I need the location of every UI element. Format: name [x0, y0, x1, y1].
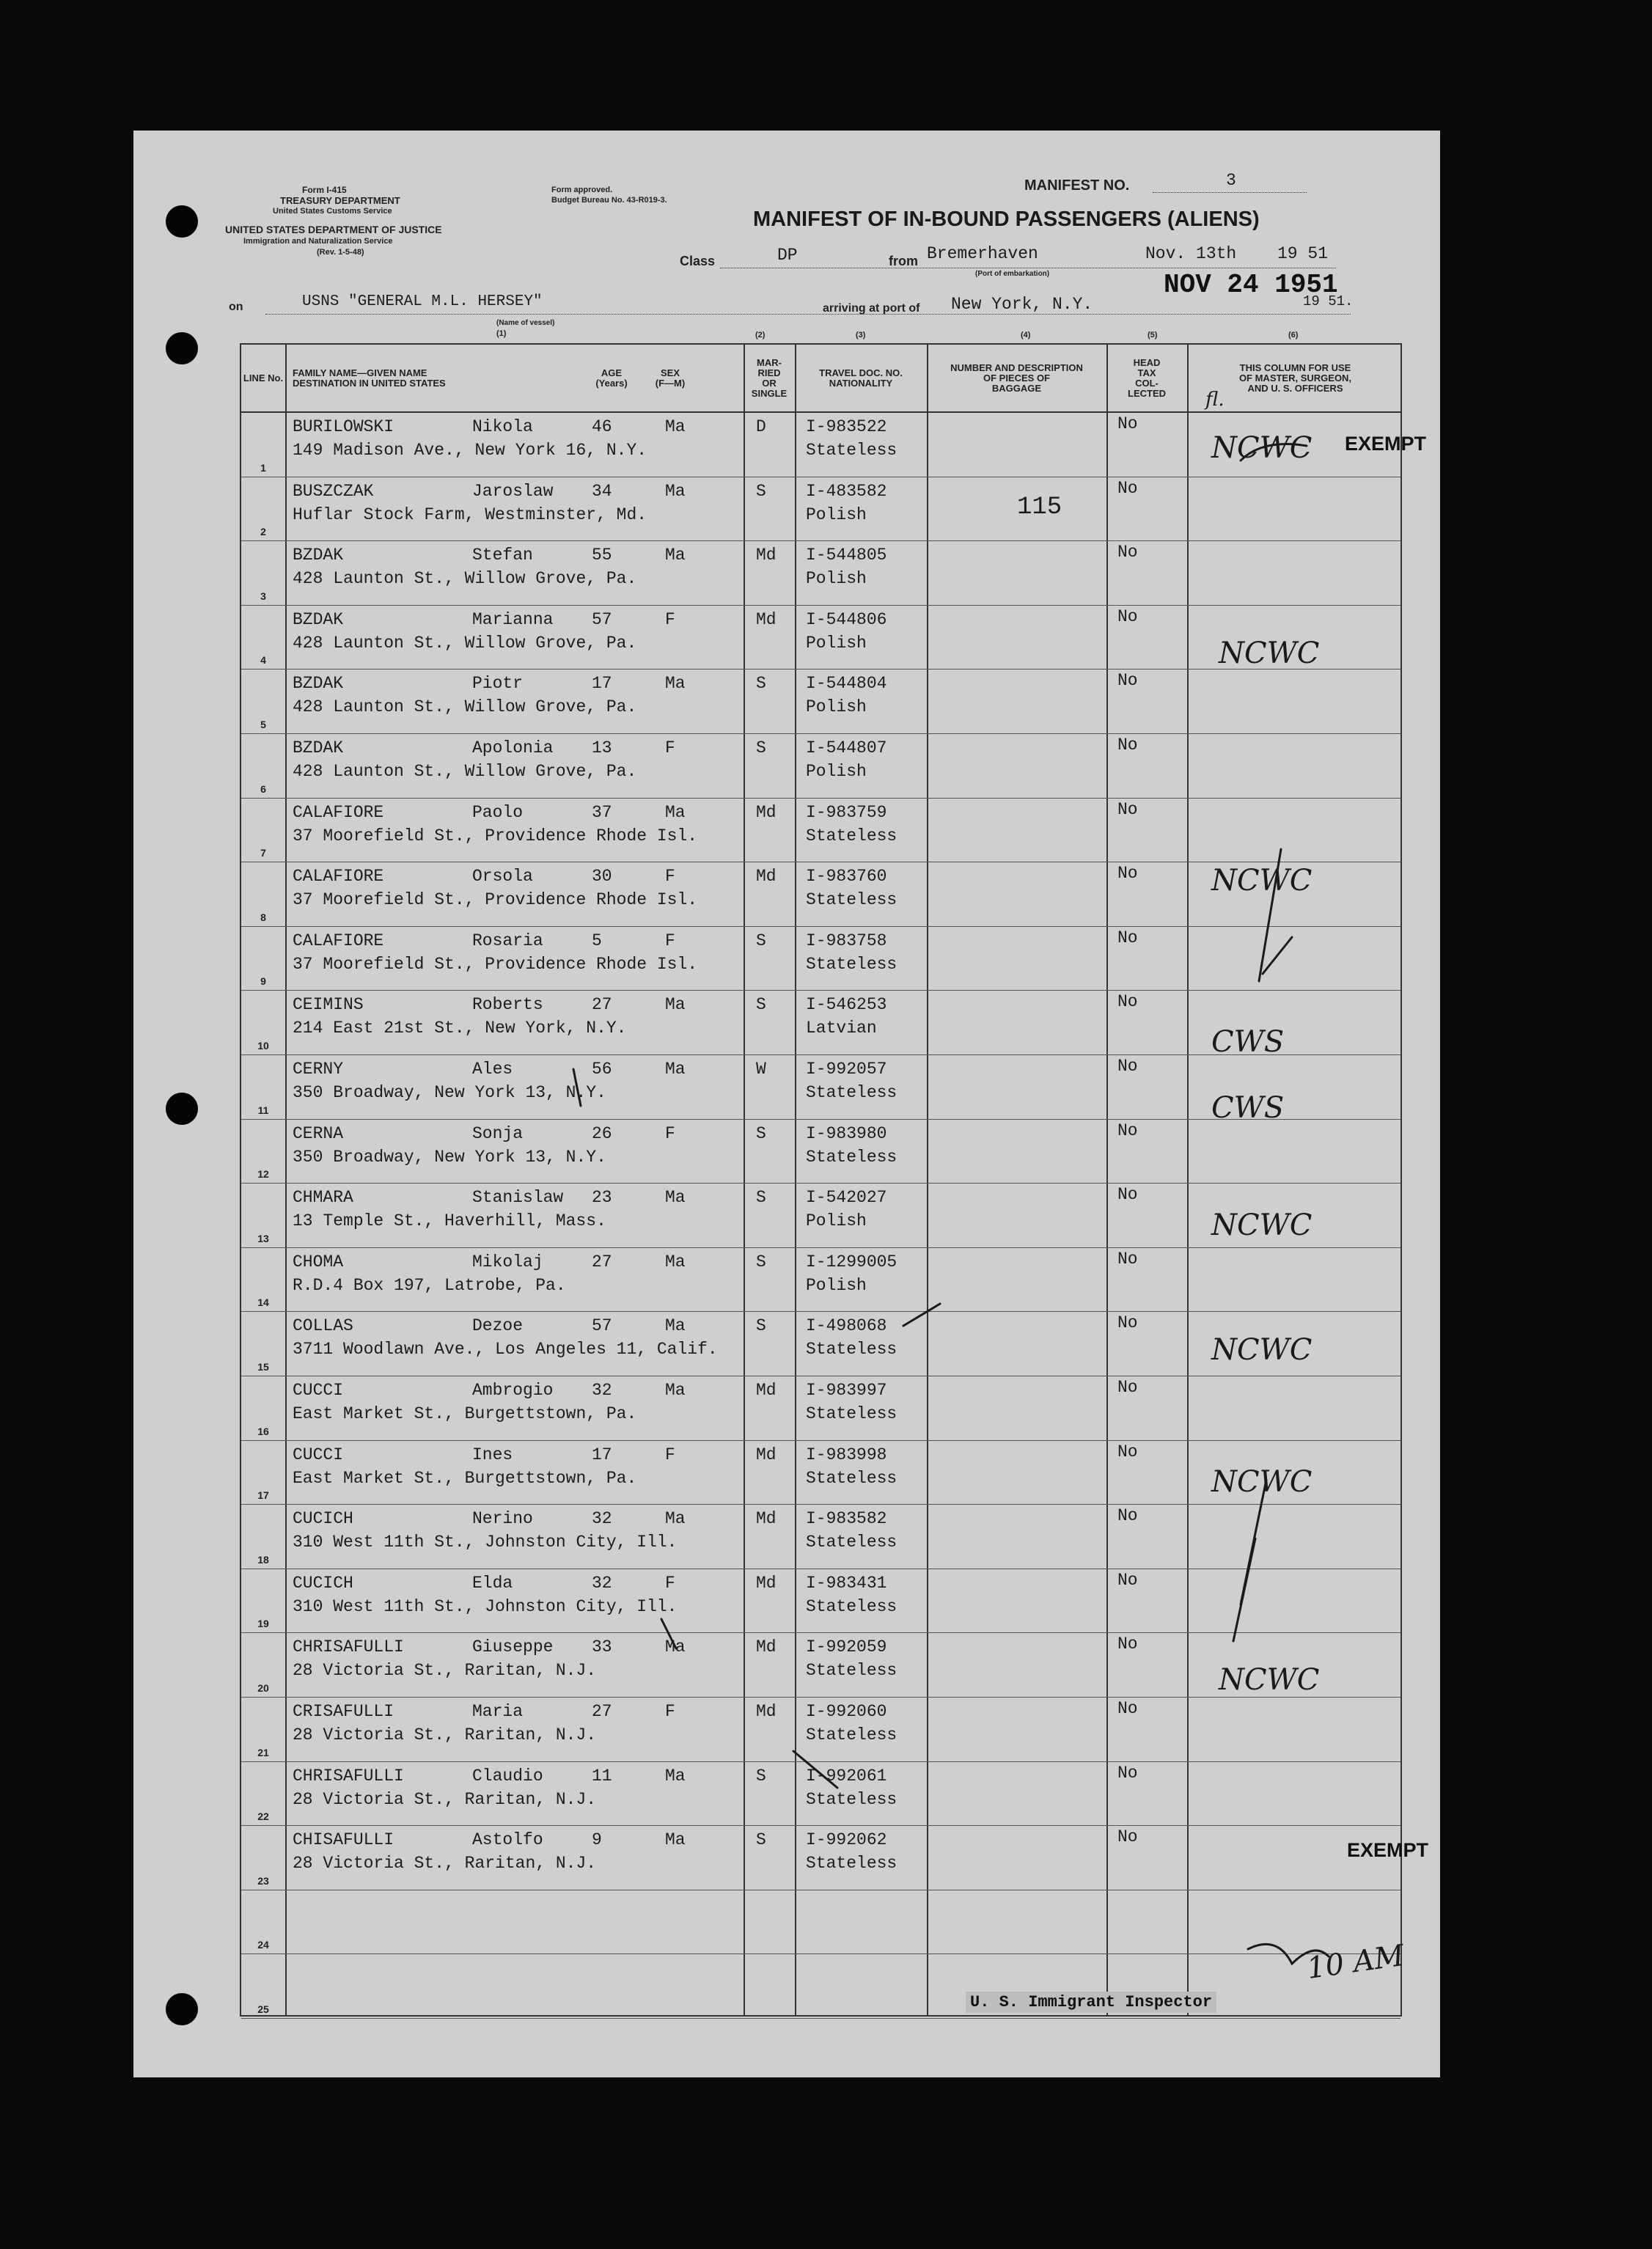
travel-doc-number: I-992059	[806, 1637, 887, 1657]
family-name: CERNY	[293, 1060, 344, 1079]
exempt-stamp-bottom: EXEMPT	[1347, 1839, 1429, 1861]
given-name: Orsola	[472, 867, 533, 887]
family-name: CALAFIORE	[293, 867, 384, 887]
given-name: Dezoe	[472, 1316, 524, 1336]
marital-status: Md	[756, 609, 777, 629]
line-number: 19	[257, 1618, 269, 1630]
nationality: Stateless	[806, 441, 897, 460]
head-tax: No	[1117, 1249, 1138, 1269]
age: 27	[592, 995, 612, 1015]
sex: Ma	[665, 417, 686, 436]
family-name: CRISAFULLI	[293, 1702, 394, 1721]
age: 56	[592, 1060, 612, 1079]
age: 37	[592, 802, 612, 822]
travel-doc-number: I-498068	[806, 1316, 887, 1336]
travel-doc-number: I-992061	[806, 1766, 887, 1786]
column-number: (4)	[1021, 331, 1031, 340]
manifest-no-value: 3	[1226, 171, 1236, 190]
destination-address: 310 West 11th St., Johnston City, Ill.	[293, 1596, 678, 1616]
handwritten-agency-note: NCWC	[1211, 1333, 1313, 1367]
family-name: BZDAK	[293, 546, 344, 565]
handwritten-fl-note: fl.	[1205, 389, 1225, 411]
line-number: 13	[257, 1232, 269, 1244]
travel-doc-number: I-992060	[806, 1702, 887, 1721]
manifest-no-label: MANIFEST NO.	[1024, 177, 1130, 194]
destination-address: East Market St., Burgettstown, Pa.	[293, 1468, 637, 1488]
family-name: CUCICH	[293, 1573, 353, 1593]
departure-year: 19 51	[1277, 244, 1329, 263]
marital-status: W	[756, 1060, 766, 1079]
travel-doc-number: I-544807	[806, 738, 887, 757]
given-name: Sonja	[472, 1123, 524, 1143]
sex: Ma	[665, 674, 686, 694]
nationality: Polish	[806, 1211, 867, 1231]
age: 5	[592, 931, 602, 950]
family-name: CUCICH	[293, 1509, 353, 1529]
marital-status: S	[756, 1123, 766, 1143]
sex: Ma	[665, 481, 686, 501]
travel-doc-number: I-992057	[806, 1060, 887, 1079]
column-number: (6)	[1288, 331, 1299, 340]
head-tax: No	[1117, 735, 1138, 755]
destination-address: 310 West 11th St., Johnston City, Ill.	[293, 1533, 678, 1552]
line-number: 17	[257, 1489, 269, 1502]
destination-address: 428 Launton St., Willow Grove, Pa.	[293, 697, 637, 717]
destination-address: Huflar Stock Farm, Westminster, Md.	[293, 505, 647, 524]
destination-address: R.D.4 Box 197, Latrobe, Pa.	[293, 1275, 566, 1295]
given-name: Piotr	[472, 674, 524, 694]
sex: F	[665, 1123, 675, 1143]
column-number: (5)	[1148, 331, 1158, 340]
destination-address: 28 Victoria St., Raritan, N.J.	[293, 1789, 597, 1809]
sex: Ma	[665, 995, 686, 1015]
line-number: 6	[260, 782, 266, 795]
nationality: Polish	[806, 569, 867, 589]
given-name: Ales	[472, 1060, 513, 1079]
marital-status: S	[756, 674, 766, 694]
column-number: (3)	[856, 331, 866, 340]
travel-doc-number: I-992062	[806, 1830, 887, 1850]
destination-address: 37 Moorefield St., Providence Rhode Isl.	[293, 954, 698, 974]
head-tax: No	[1117, 864, 1138, 884]
family-name: BUSZCZAK	[293, 481, 374, 501]
nationality: Polish	[806, 1275, 867, 1295]
family-name: CHMARA	[293, 1188, 353, 1208]
line-number: 8	[260, 911, 266, 923]
nationality: Stateless	[806, 1596, 897, 1616]
handwritten-agency-note: NCWC	[1211, 1465, 1313, 1499]
given-name: Astolfo	[472, 1830, 543, 1850]
line-number: 14	[257, 1296, 269, 1309]
line-number: 3	[260, 590, 266, 602]
handwritten-marks	[133, 131, 1440, 2077]
destination-address: 214 East 21st St., New York, N.Y.	[293, 1019, 627, 1038]
marital-status: S	[756, 1316, 766, 1336]
age: 27	[592, 1252, 612, 1272]
head-tax: No	[1117, 1763, 1138, 1783]
head-tax: No	[1117, 543, 1138, 562]
travel-doc-number: I-544804	[806, 674, 887, 694]
head-tax: No	[1117, 1185, 1138, 1205]
travel-doc-number: I-983980	[806, 1123, 887, 1143]
sex: Ma	[665, 1252, 686, 1272]
form-revision: (Rev. 1-5-48)	[317, 248, 364, 257]
nationality: Stateless	[806, 1340, 897, 1360]
handwritten-time-note: 10 AM	[1304, 1938, 1407, 1986]
head-tax: No	[1117, 1699, 1138, 1718]
marital-status: Md	[756, 1381, 777, 1400]
column-number: (2)	[755, 331, 766, 340]
col-line-no: LINE No.	[243, 372, 284, 384]
sex: F	[665, 609, 675, 629]
manifest-title: MANIFEST OF IN-BOUND PASSENGERS (ALIENS)	[753, 208, 1260, 231]
budget-bureau: Budget Bureau No. 43-R019-3.	[551, 196, 667, 205]
col-head-tax: HEAD TAX COL- LECTED	[1128, 356, 1166, 399]
nationality: Stateless	[806, 1533, 897, 1552]
sex: Ma	[665, 1509, 686, 1529]
handwritten-agency-note: NCWC	[1219, 636, 1320, 670]
nationality: Stateless	[806, 1404, 897, 1423]
handwritten-agency-note: CWS	[1211, 1025, 1285, 1059]
col-married: MAR- RIED OR SINGLE	[751, 356, 788, 399]
given-name: Nerino	[472, 1509, 533, 1529]
line-number: 23	[257, 1874, 269, 1887]
age: 27	[592, 1702, 612, 1721]
col-officers: THIS COLUMN FOR USE OF MASTER, SURGEON, AND U. S. OFFICERS	[1238, 362, 1352, 394]
nationality: Polish	[806, 762, 867, 781]
handwritten-agency-note: NCWC	[1219, 1663, 1320, 1697]
destination-address: 37 Moorefield St., Providence Rhode Isl.	[293, 890, 698, 910]
line-number: 7	[260, 847, 266, 859]
travel-doc-number: I-1299005	[806, 1252, 897, 1272]
travel-doc-number: I-542027	[806, 1188, 887, 1208]
line-number: 20	[257, 1681, 269, 1694]
family-name: CALAFIORE	[293, 931, 384, 950]
justice-dept: UNITED STATES DEPARTMENT OF JUSTICE	[225, 224, 442, 235]
marital-status: S	[756, 481, 766, 501]
line-number: 22	[257, 1810, 269, 1823]
col-travel-doc: TRAVEL DOC. NO. NATIONALITY	[819, 367, 903, 389]
column-number: (1)	[496, 329, 507, 338]
marital-status: D	[756, 417, 766, 436]
sex: F	[665, 1445, 675, 1464]
marital-status: S	[756, 1188, 766, 1208]
inspector-signature-line: U. S. Immigrant Inspector	[966, 1992, 1216, 2013]
line-number: 2	[260, 526, 266, 538]
travel-doc-number: I-983431	[806, 1573, 887, 1593]
head-tax: No	[1117, 1313, 1138, 1333]
head-tax: No	[1117, 799, 1138, 819]
destination-address: 350 Broadway, New York 13, N.Y.	[293, 1147, 606, 1167]
nationality: Stateless	[806, 1147, 897, 1167]
line-number: 1	[260, 461, 266, 474]
treasury-dept: TREASURY DEPARTMENT	[280, 195, 400, 206]
age: 33	[592, 1637, 612, 1657]
sex: Ma	[665, 1381, 686, 1400]
vessel-name: USNS "GENERAL M.L. HERSEY"	[302, 293, 543, 310]
given-name: Stefan	[472, 546, 533, 565]
line-number: 15	[257, 1360, 269, 1373]
head-tax: No	[1117, 1570, 1138, 1590]
family-name: BURILOWSKI	[293, 417, 394, 436]
col-sex: SEX (F—M)	[655, 367, 686, 389]
sex: Ma	[665, 1188, 686, 1208]
arrival-year: 19 51.	[1303, 293, 1354, 309]
nationality: Stateless	[806, 1725, 897, 1744]
line-number: 4	[260, 654, 266, 667]
destination-address: 149 Madison Ave., New York 16, N.Y.	[293, 441, 647, 460]
head-tax: No	[1117, 1442, 1138, 1461]
marital-status: Md	[756, 1445, 777, 1464]
age: 17	[592, 674, 612, 694]
destination-address: 28 Victoria St., Raritan, N.J.	[293, 1854, 597, 1874]
on-label: on	[229, 301, 243, 313]
handwritten-agency-note: NCWC	[1211, 1208, 1313, 1242]
family-name: CERNA	[293, 1123, 344, 1143]
age: 55	[592, 546, 612, 565]
head-tax: No	[1117, 1827, 1138, 1847]
arrival-date-stamp: NOV 24 1951	[1164, 270, 1338, 300]
given-name: Stanislaw	[472, 1188, 564, 1208]
travel-doc-number: I-983582	[806, 1509, 887, 1529]
from-port: Bremerhaven	[927, 244, 1038, 263]
line-number: 9	[260, 975, 266, 988]
age: 17	[592, 1445, 612, 1464]
travel-doc-number: I-983758	[806, 931, 887, 950]
sex: Ma	[665, 1316, 686, 1336]
travel-doc-number: I-983997	[806, 1381, 887, 1400]
class-value: DP	[777, 246, 798, 265]
family-name: CHRISAFULLI	[293, 1766, 404, 1786]
nationality: Stateless	[806, 890, 897, 910]
head-tax: No	[1117, 1057, 1138, 1076]
col-age: AGE (Years)	[595, 367, 628, 389]
nationality: Latvian	[806, 1019, 877, 1038]
head-tax: No	[1117, 1635, 1138, 1654]
arriving-label: arriving at port of	[823, 302, 920, 315]
class-label: Class	[680, 254, 716, 268]
form-approved: Form approved.	[551, 186, 613, 194]
marital-status: S	[756, 738, 766, 757]
sex: Ma	[665, 1766, 686, 1786]
given-name: Paolo	[472, 802, 524, 822]
destination-address: 28 Victoria St., Raritan, N.J.	[293, 1661, 597, 1681]
travel-doc-number: I-983998	[806, 1445, 887, 1464]
age: 9	[592, 1830, 602, 1850]
age: 26	[592, 1123, 612, 1143]
manifest-sheet	[133, 131, 1440, 2077]
marital-status: Md	[756, 1702, 777, 1721]
sex: F	[665, 931, 675, 950]
exempt-stamp-top: EXEMPT	[1345, 433, 1427, 455]
marital-status: Md	[756, 546, 777, 565]
destination-address: 428 Launton St., Willow Grove, Pa.	[293, 569, 637, 589]
given-name: Claudio	[472, 1766, 543, 1786]
age: 32	[592, 1509, 612, 1529]
nationality: Stateless	[806, 1854, 897, 1874]
nationality: Polish	[806, 697, 867, 717]
travel-doc-number: I-544806	[806, 609, 887, 629]
family-name: CUCCI	[293, 1381, 344, 1400]
given-name: Elda	[472, 1573, 513, 1593]
age: 32	[592, 1573, 612, 1593]
line-number: 5	[260, 718, 266, 730]
family-name: COLLAS	[293, 1316, 353, 1336]
head-tax: No	[1117, 671, 1138, 691]
age: 11	[592, 1766, 612, 1786]
handwritten-agency-note: CWS	[1211, 1091, 1285, 1125]
destination-address: 428 Launton St., Willow Grove, Pa.	[293, 762, 637, 781]
marital-status: S	[756, 1766, 766, 1786]
sex: Ma	[665, 1830, 686, 1850]
given-name: Roberts	[472, 995, 543, 1015]
sex: F	[665, 1702, 675, 1721]
line-number: 16	[257, 1425, 269, 1437]
family-name: CUCCI	[293, 1445, 344, 1464]
marital-status: S	[756, 1830, 766, 1850]
head-tax: No	[1117, 1378, 1138, 1397]
destination-address: 3711 Woodlawn Ave., Los Angeles 11, Calif.	[293, 1340, 718, 1360]
customs-service: United States Customs Service	[273, 207, 392, 216]
sex: Ma	[665, 1060, 686, 1079]
line-number: 24	[257, 1939, 269, 1951]
family-name: BZDAK	[293, 674, 344, 694]
sex: F	[665, 1573, 675, 1593]
travel-doc-number: I-483582	[806, 481, 887, 501]
travel-doc-number: I-983522	[806, 417, 887, 436]
age: 23	[592, 1188, 612, 1208]
line-number: 11	[257, 1104, 269, 1116]
travel-doc-number: I-983760	[806, 867, 887, 887]
col-name: FAMILY NAME—GIVEN NAME DESTINATION IN UNITED STATES	[293, 367, 446, 389]
marital-status: Md	[756, 1637, 777, 1657]
ins-service: Immigration and Naturalization Service	[243, 237, 393, 246]
given-name: Apolonia	[472, 738, 554, 757]
travel-doc-number: I-546253	[806, 995, 887, 1015]
marital-status: Md	[756, 1573, 777, 1593]
sex: Ma	[665, 546, 686, 565]
family-name: CHOMA	[293, 1252, 344, 1272]
given-name: Jaroslaw	[472, 481, 554, 501]
vessel-caption: (Name of vessel)	[496, 319, 555, 327]
line-number: 21	[257, 1746, 269, 1758]
destination-address: 350 Broadway, New York 13, N.Y.	[293, 1083, 606, 1102]
age: 13	[592, 738, 612, 757]
destination-address: 37 Moorefield St., Providence Rhode Isl.	[293, 826, 698, 845]
marital-status: S	[756, 931, 766, 950]
line-number: 12	[257, 1168, 269, 1181]
head-tax: No	[1117, 414, 1138, 433]
departure-date: Nov. 13th	[1145, 244, 1237, 263]
given-name: Mikolaj	[472, 1252, 543, 1272]
marital-status: S	[756, 995, 766, 1015]
marital-status: S	[756, 1252, 766, 1272]
given-name: Maria	[472, 1702, 524, 1721]
marital-status: Md	[756, 1509, 777, 1529]
arrival-port: New York, N.Y.	[951, 295, 1093, 314]
port-caption: (Port of embarkation)	[975, 270, 1050, 278]
handwritten-agency-note: NCWC	[1211, 864, 1313, 898]
head-tax: No	[1117, 606, 1138, 626]
head-tax: No	[1117, 992, 1138, 1012]
nationality: Stateless	[806, 826, 897, 845]
given-name: Nikola	[472, 417, 533, 436]
sex: Ma	[665, 1637, 686, 1657]
age: 46	[592, 417, 612, 436]
sex: F	[665, 738, 675, 757]
from-label: from	[889, 254, 918, 268]
head-tax: No	[1117, 1506, 1138, 1526]
destination-address: 28 Victoria St., Raritan, N.J.	[293, 1725, 597, 1744]
travel-doc-number: I-544805	[806, 546, 887, 565]
marital-status: Md	[756, 802, 777, 822]
nationality: Stateless	[806, 1468, 897, 1488]
age: 57	[592, 1316, 612, 1336]
age: 57	[592, 609, 612, 629]
family-name: CEIMINS	[293, 995, 364, 1015]
family-name: CHISAFULLI	[293, 1830, 394, 1850]
age: 34	[592, 481, 612, 501]
line-number: 25	[257, 2003, 269, 2015]
family-name: CALAFIORE	[293, 802, 384, 822]
family-name: BZDAK	[293, 609, 344, 629]
baggage-count: 115	[1017, 493, 1062, 521]
line-number: 18	[257, 1553, 269, 1566]
sex: Ma	[665, 802, 686, 822]
form-number: Form I-415	[302, 185, 347, 195]
line-number: 10	[257, 1039, 269, 1052]
nationality: Polish	[806, 505, 867, 524]
destination-address: 13 Temple St., Haverhill, Mass.	[293, 1211, 606, 1231]
head-tax: No	[1117, 1120, 1138, 1140]
nationality: Stateless	[806, 954, 897, 974]
marital-status: Md	[756, 867, 777, 887]
sex: F	[665, 867, 675, 887]
col-baggage: NUMBER AND DESCRIPTION OF PIECES OF BAGGAGE	[950, 362, 1083, 394]
nationality: Stateless	[806, 1789, 897, 1809]
head-tax: No	[1117, 478, 1138, 498]
nationality: Stateless	[806, 1661, 897, 1681]
handwritten-agency-note: NCWC	[1211, 431, 1313, 465]
travel-doc-number: I-983759	[806, 802, 887, 822]
nationality: Polish	[806, 633, 867, 653]
family-name: CHRISAFULLI	[293, 1637, 404, 1657]
head-tax: No	[1117, 928, 1138, 947]
destination-address: East Market St., Burgettstown, Pa.	[293, 1404, 637, 1423]
destination-address: 428 Launton St., Willow Grove, Pa.	[293, 633, 637, 653]
age: 30	[592, 867, 612, 887]
family-name: BZDAK	[293, 738, 344, 757]
given-name: Ines	[472, 1445, 513, 1464]
given-name: Ambrogio	[472, 1381, 554, 1400]
nationality: Stateless	[806, 1083, 897, 1102]
given-name: Rosaria	[472, 931, 543, 950]
given-name: Marianna	[472, 609, 554, 629]
age: 32	[592, 1381, 612, 1400]
given-name: Giuseppe	[472, 1637, 554, 1657]
